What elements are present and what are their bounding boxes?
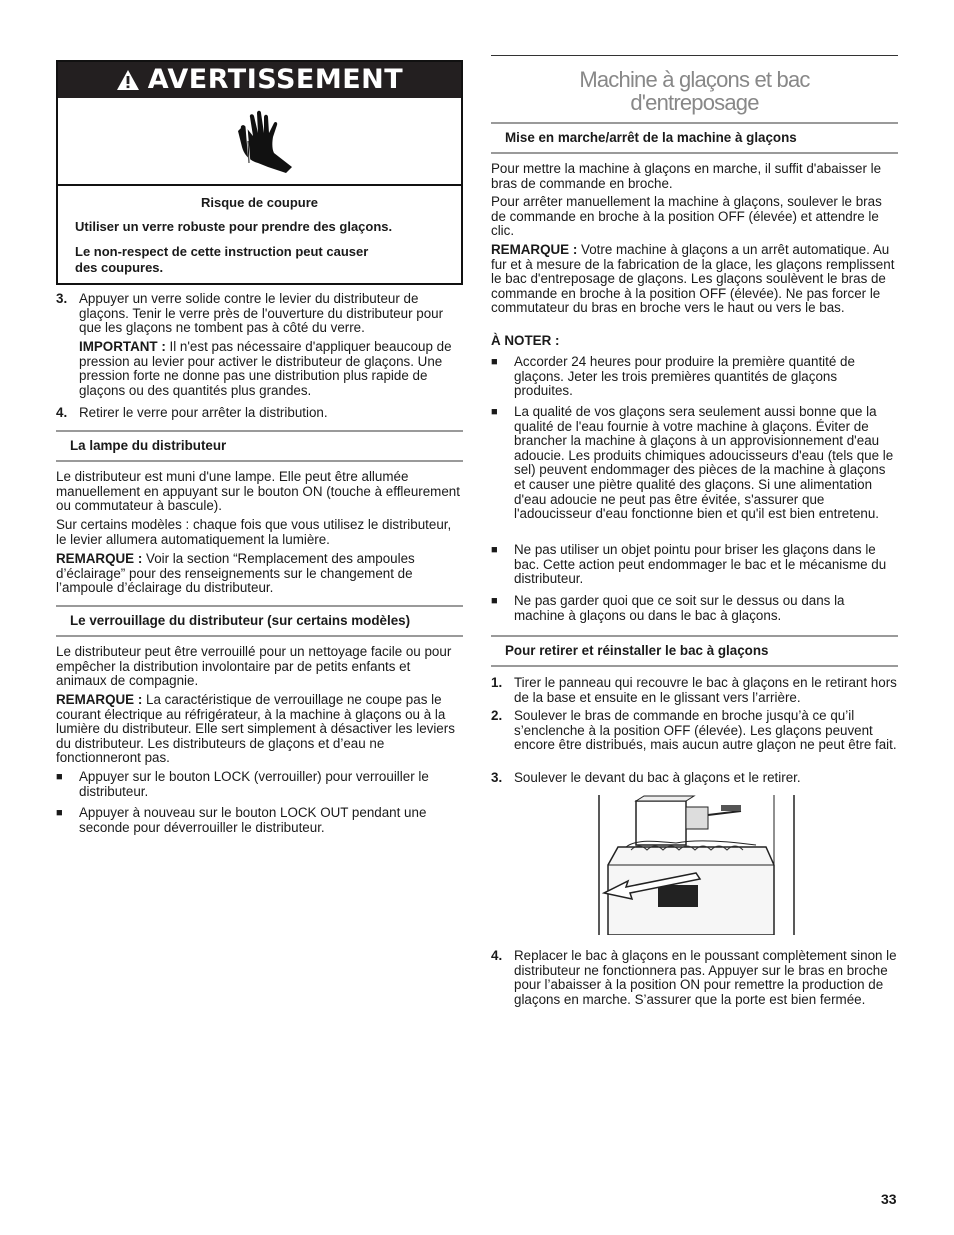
bin-step-4 bbox=[491, 949, 898, 1007]
lock-bullet-1-text: Appuyer sur le bouton LOCK (verrouiller) pour verrouiller le distributeur. bbox=[79, 769, 429, 799]
bin-step-2 bbox=[491, 709, 898, 753]
warning-box bbox=[56, 60, 463, 285]
a-noter-label: À NOTER : bbox=[491, 333, 560, 348]
lamp-p2: Sur certains modèles : chaque fois que vous utilisez le distributeur, le levier allumera automatiquement la lumière. bbox=[56, 517, 452, 547]
lock-bullet-1 bbox=[56, 770, 463, 799]
note-bullet-2 bbox=[491, 405, 898, 522]
section-title-line-2: d'entreposage bbox=[630, 90, 759, 115]
lock-note-text: La caractéristique de verrouillage ne coupe pas le courant électrique au réfrigérateur, à la machine à glaçons ou à la lumière du distributeur. Elle sert simplement à désactiver les leviers du distributeur. Les distributeurs de glaçons et d’eau ne fonctionneront pas. bbox=[56, 692, 455, 766]
note-bullet-3-text: Ne pas utiliser un objet pointu pour briser les glaçons dans le bac. Cette action peut endommager le bac et le mécanisme du distributeur. bbox=[514, 542, 887, 587]
warning-header bbox=[58, 62, 461, 98]
step-4 bbox=[56, 406, 463, 421]
important-label: IMPORTANT : bbox=[79, 339, 166, 354]
lamp-note bbox=[56, 552, 463, 596]
warning-risk: Risque de coupure bbox=[200, 195, 319, 210]
bin-step-2-number: 2. bbox=[491, 708, 503, 723]
warning-line-1: Utiliser un verre robuste pour prendre des glaçons. bbox=[75, 219, 393, 234]
important-text: Il n'est pas nécessaire d'appliquer beaucoup de pression au levier pour activer le distributeur de glaçons. Une pression forte ne donne pas une distribution plus rapide de glaçons ou des quantités plus grandes. bbox=[79, 339, 452, 398]
section-heading-lamp: La lampe du distributeur bbox=[56, 430, 463, 462]
onoff-note-text: Votre machine à glaçons a un arrêt automatique. Au fur et à mesure de la fabrication de la glace, les glaçons remplissent le bac d'entreposage de glaçons. Les glaçons soulèvent le bras de commande en broche à la position OFF (élevée). Ne pas forcer le commutateur du bras en broche vers le haut ou vers le bas. bbox=[491, 242, 895, 316]
note-bullet-1 bbox=[491, 355, 898, 399]
step-3 bbox=[56, 292, 463, 336]
section-heading-bin: Pour retirer et réinstaller le bac à glaçons bbox=[491, 635, 898, 667]
note-bullet-2-text: La qualité de vos glaçons sera seulement aussi bonne que la qualité de l'eau fournie à votre machine à glaçons. Éviter de brancher la machine à glaçons à un approvisionnement d'eau adoucie. Les produits chimiques adoucisseurs d'eau (tels que le sel) peuvent endommager des pièces de la machine à glaçons et causer une piètre qualité des glaçons. Si une alimentation d'eau adoucie ne peut pas être évitée, s'assurer que l'adoucisseur d'eau fonctionne bien et qu'il est bien entretenu. bbox=[514, 404, 894, 522]
bullet-square-icon: ■ bbox=[56, 771, 63, 783]
bin-step-3-text: Soulever le devant du bac à glaçons et le retirer. bbox=[514, 770, 801, 785]
warning-line-2b: des coupures. bbox=[75, 260, 164, 275]
note-bullet-4 bbox=[491, 594, 898, 623]
onoff-p2: Pour arrêter manuellement la machine à glaçons, soulever le bras de commande en broche à la position OFF (élevée) et attendre le clic. bbox=[491, 194, 882, 239]
section-title bbox=[491, 68, 898, 114]
bin-step-4-number: 4. bbox=[491, 948, 503, 963]
cut-hand-icon bbox=[228, 109, 292, 173]
lock-p1: Le distributeur peut être verrouillé pour un nettoyage facile ou pour empêcher la distribution involontaire par de petits enfants et animaux de compagnie. bbox=[56, 644, 452, 689]
lock-note-label: REMARQUE : bbox=[56, 692, 143, 707]
onoff-note bbox=[491, 243, 898, 316]
warning-line-2a: Le non-respect de cette instruction peut causer bbox=[75, 244, 369, 259]
top-rule bbox=[491, 55, 898, 56]
warning-icon-area bbox=[58, 98, 461, 186]
bullet-square-icon: ■ bbox=[491, 544, 498, 556]
ice-bin-removal-illustration bbox=[596, 795, 796, 935]
section-heading-onoff: Mise en marche/arrêt de la machine à glaçons bbox=[491, 122, 898, 154]
warning-body bbox=[58, 195, 461, 275]
lamp-note-text: Voir la section “Remplacement des ampoules d’éclairage” pour des renseignements sur le changement de l’ampoule d’éclairage du distributeur. bbox=[56, 551, 415, 596]
onoff-note-label: REMARQUE : bbox=[491, 242, 578, 257]
step-3-text: Appuyer un verre solide contre le levier du distributeur de glaçons. Tenir le verre près de l'ouverture du distributeur pour que les glaçons ne tombent pas à côté du verre. bbox=[79, 291, 444, 336]
section-heading-lock: Le verrouillage du distributeur (sur certains modèles) bbox=[56, 605, 463, 637]
bullet-square-icon: ■ bbox=[491, 356, 498, 368]
bullet-square-icon: ■ bbox=[56, 807, 63, 819]
bin-step-3 bbox=[491, 771, 898, 786]
bullet-square-icon: ■ bbox=[491, 595, 498, 607]
bin-step-1-number: 1. bbox=[491, 675, 503, 690]
important-note bbox=[56, 340, 463, 398]
page-number: 33 bbox=[881, 1191, 897, 1207]
step-4-number: 4. bbox=[56, 405, 68, 420]
lamp-p1: Le distributeur est muni d'une lampe. Elle peut être allumée manuellement en appuyant sur le bouton ON (touche à effleurement ou commutateur à bascule). bbox=[56, 469, 460, 514]
step-3-number: 3. bbox=[56, 291, 68, 306]
bullet-square-icon: ■ bbox=[491, 406, 498, 418]
bin-step-1-text: Tirer le panneau qui recouvre le bac à glaçons en le retirant hors de la base et ensuite en le glissant vers l’arrière. bbox=[514, 675, 897, 705]
bin-step-3-number: 3. bbox=[491, 770, 503, 785]
section-title-line-1: Machine à glaçons et bac bbox=[579, 67, 810, 92]
note-bullet-4-text: Ne pas garder quoi que ce soit sur le dessus ou dans la machine à glaçons ou dans le bac à glaçons. bbox=[514, 593, 845, 623]
warning-title: AVERTISSEMENT bbox=[147, 63, 404, 95]
note-bullet-3 bbox=[491, 543, 898, 587]
lamp-note-label: REMARQUE : bbox=[56, 551, 143, 566]
note-bullet-1-text: Accorder 24 heures pour produire la première quantité de glaçons. Jeter les trois premières quantités de glaçons produites. bbox=[514, 354, 855, 399]
warning-triangle-icon bbox=[116, 69, 140, 91]
step-4-text: Retirer le verre pour arrêter la distribution. bbox=[79, 405, 328, 420]
bin-step-4-text: Replacer le bac à glaçons en le poussant complètement sinon le distributeur ne fonctionnera pas. Appuyer sur le bras en broche pour l’abaisser à la position ON pour remettre la production de glaçons en marche. S’assurer que la porte est bien fermée. bbox=[514, 948, 897, 1007]
lock-note bbox=[56, 693, 463, 766]
lock-bullet-2-text: Appuyer à nouveau sur le bouton LOCK OUT pendant une seconde pour déverrouiller le distributeur. bbox=[79, 805, 427, 835]
onoff-p1: Pour mettre la machine à glaçons en marche, il suffit d'abaisser le bras de commande en broche. bbox=[491, 161, 882, 191]
lock-bullet-2 bbox=[56, 806, 463, 835]
bin-step-1 bbox=[491, 676, 898, 705]
bin-step-2-text: Soulever le bras de commande en broche jusqu’à ce qu’il s’enclenche à la position OFF (élevée). Les glaçons peuvent encore être distribués, mais aucun autre glaçon ne peut être fait. bbox=[514, 708, 897, 753]
